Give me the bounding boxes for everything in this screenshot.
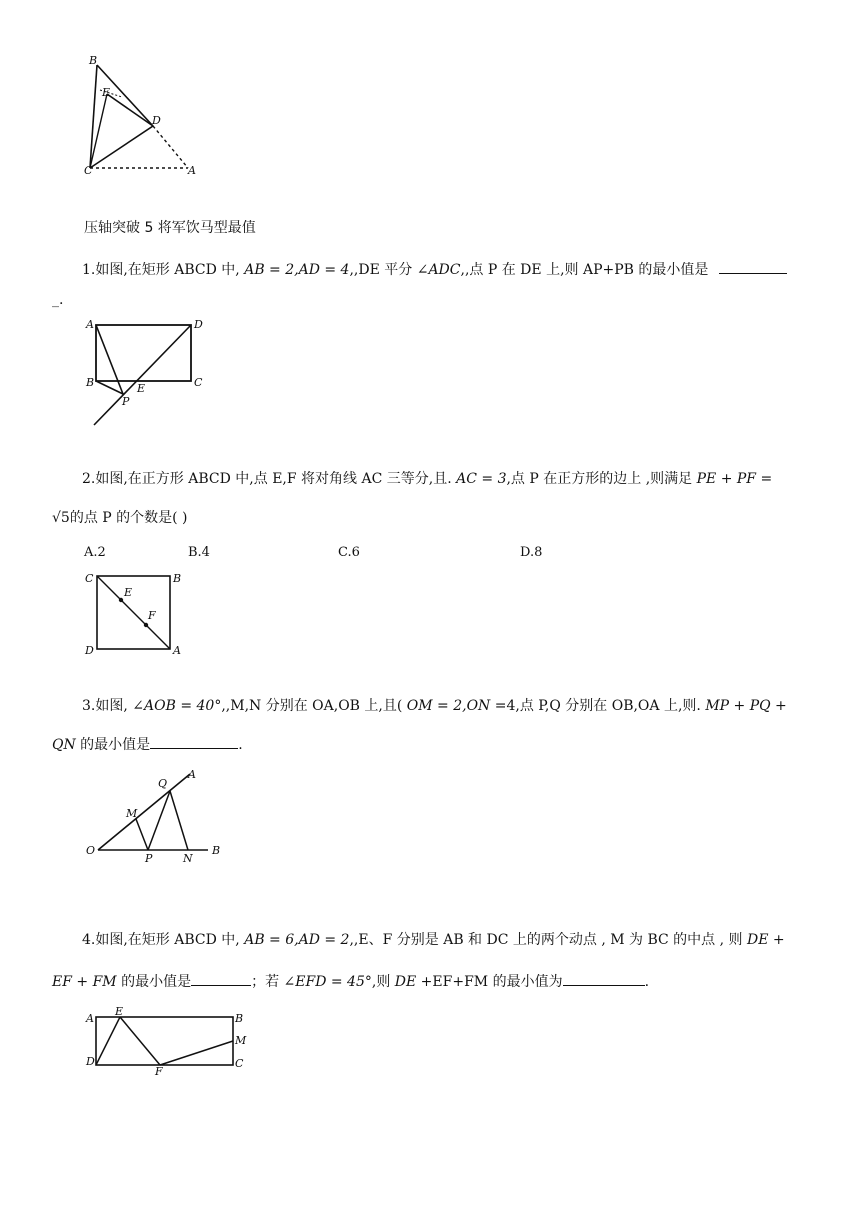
figure-triangle-bcd	[80, 50, 210, 180]
option-a[interactable]: A.2	[84, 545, 106, 560]
figure-q2-svg	[80, 568, 190, 660]
label-q: Q	[158, 777, 168, 790]
q2-math-2: PE + PF =	[696, 471, 773, 487]
option-b[interactable]: B.4	[188, 545, 210, 560]
label-a: A	[86, 1012, 94, 1025]
question-1	[82, 259, 787, 279]
label-p: P	[122, 395, 130, 408]
q2-math-sqrt5: √5	[52, 510, 70, 526]
q4-period: .	[644, 974, 650, 990]
label-c: C	[85, 572, 94, 585]
q3-text-3: =4,点 P,Q 分别在 OB,OA 上,则.	[490, 698, 706, 714]
q1-math-2: ∠ADC	[416, 262, 461, 278]
q2-text-1: 2.如图,在正方形 ABCD 中,点 E,F 将对角线 AC 三等分,且.	[82, 471, 457, 487]
q4-math-3: EF + FM	[52, 974, 117, 990]
q4-math-4: ∠EFD = 45°	[283, 974, 372, 990]
q1-text-2: ,,DE 平分	[349, 262, 417, 278]
label-f: F	[155, 1065, 163, 1078]
q4-answer-blank-2[interactable]	[563, 971, 645, 986]
q3-math-qn: QN	[52, 737, 76, 753]
q3-math-1: ∠AOB = 40°	[132, 698, 222, 714]
q4-math-2: DE +	[746, 932, 785, 948]
question-3	[82, 697, 787, 715]
label-n: N	[183, 852, 193, 865]
q1-text-3: ,,点 P 在 DE 上,则 AP+PB 的最小值是	[460, 262, 709, 278]
label-e: E	[124, 586, 133, 599]
figure-angle-aob-q3	[80, 766, 225, 866]
label-a: A	[173, 644, 181, 657]
q3-math-2: OM = 2,ON	[406, 698, 491, 714]
q4-text-3: 的最小值是	[116, 974, 192, 990]
q4-text-6: +EF+FM 的最小值为	[416, 974, 563, 990]
figure-rectangle-abcd-q1	[80, 315, 220, 430]
q2-text-2: ,点 P 在正方形的边上 ,则满足	[506, 471, 697, 487]
label-m: M	[235, 1034, 247, 1047]
label-a: A	[188, 768, 196, 781]
q2-continuation	[52, 509, 188, 527]
q4-text-2: ,,E、F 分别是 AB 和 DC 上的两个动点 , M 为 BC 的中点 , 则	[349, 932, 747, 948]
label-b: B	[86, 376, 95, 389]
figure-q4-svg	[80, 1004, 255, 1079]
figure-square-abcd-q2	[80, 568, 190, 660]
section-heading: 压轴突破 5 将军饮马型最值	[84, 220, 256, 236]
label-b: B	[173, 572, 182, 585]
q4-math-1: AB = 6,AD = 2	[244, 932, 350, 948]
q3-math-3: MP + PQ +	[705, 698, 787, 714]
q1-text-1: 1.如图,在矩形 ABCD 中,	[82, 262, 245, 278]
label-p: P	[145, 852, 153, 865]
label-d: D	[152, 114, 161, 127]
q1-answer-blank[interactable]	[719, 259, 787, 274]
label-a: A	[86, 318, 94, 331]
label-c: C	[235, 1057, 244, 1070]
figure-triangle-bcd-svg	[80, 50, 210, 180]
label-a: A	[188, 164, 196, 177]
question-4	[82, 931, 785, 949]
figure-q3-svg	[80, 766, 225, 866]
q1-math-1: AB = 2,AD = 4	[244, 262, 350, 278]
label-e: E	[102, 86, 111, 99]
q2-math-1: AC = 3	[456, 471, 507, 487]
label-c: C	[84, 164, 93, 177]
q4-text-4: ；若	[251, 974, 284, 990]
label-o: O	[86, 844, 96, 857]
q3-continuation	[52, 734, 243, 754]
q3-answer-blank[interactable]	[150, 734, 238, 749]
q4-answer-blank-1[interactable]	[191, 971, 251, 986]
q4-continuation	[52, 971, 649, 991]
label-b: B	[89, 54, 98, 67]
q4-text-5: ,则	[371, 974, 395, 990]
figure-q1-svg	[80, 315, 220, 430]
q4-text-1: 4.如图,在矩形 ABCD 中,	[82, 932, 245, 948]
label-e: E	[115, 1005, 124, 1018]
label-m: M	[126, 807, 138, 820]
option-d[interactable]: D.8	[520, 545, 543, 560]
q3-text-1: 3.如图,	[82, 698, 133, 714]
option-c[interactable]: C.6	[338, 545, 360, 560]
figure-rectangle-abcd-q4	[80, 1004, 255, 1079]
label-c: C	[194, 376, 203, 389]
q3-text-4: 的最小值是	[75, 737, 151, 753]
q1-continuation: _.	[52, 292, 64, 308]
label-d: D	[85, 644, 94, 657]
label-d: D	[86, 1055, 95, 1068]
q3-period: .	[238, 737, 243, 753]
question-2	[82, 470, 772, 488]
label-b: B	[235, 1012, 244, 1025]
label-e: E	[137, 382, 146, 395]
q2-text-3: 的点 P 的个数是( )	[69, 510, 188, 526]
label-d: D	[194, 318, 203, 331]
q4-math-5: DE	[394, 974, 417, 990]
label-b: B	[212, 844, 221, 857]
q3-text-2: ,,M,N 分别在 OA,OB 上,且(	[221, 698, 407, 714]
label-f: F	[148, 609, 156, 622]
